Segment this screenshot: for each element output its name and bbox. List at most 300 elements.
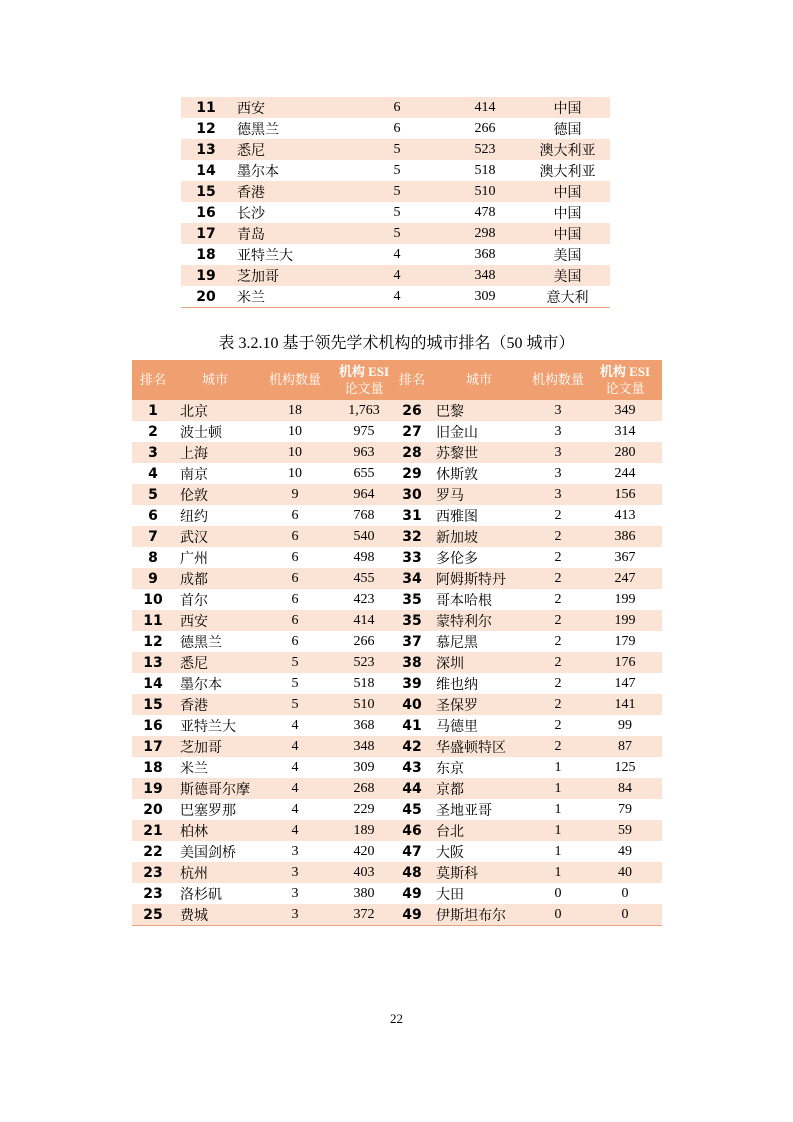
- city-cell: 悉尼: [231, 139, 349, 160]
- country-cell: 澳大利亚: [525, 139, 610, 160]
- city-cell: 斯德哥尔摩: [174, 778, 256, 799]
- institution-count-cell: 6: [349, 118, 445, 139]
- city-cell-2: 东京: [430, 757, 528, 778]
- institution-count-cell: 3: [256, 841, 334, 862]
- esi-papers-cell: 414: [334, 610, 394, 631]
- city-cell: 柏林: [174, 820, 256, 841]
- city-cell-2: 大阪: [430, 841, 528, 862]
- esi-papers-cell-2: 87: [588, 736, 662, 757]
- institution-count-cell: 6: [256, 589, 334, 610]
- table-row: [181, 265, 610, 286]
- rank-cell-2: 42: [394, 736, 430, 757]
- table-row: [132, 694, 662, 715]
- header-esi-papers-2: [588, 360, 662, 400]
- esi-papers-cell: 518: [334, 673, 394, 694]
- city-cell: 广州: [174, 547, 256, 568]
- table-row: [132, 505, 662, 526]
- table-row: [132, 589, 662, 610]
- city-cell: 杭州: [174, 862, 256, 883]
- city-cell: 南京: [174, 463, 256, 484]
- esi-papers-cell-2: 367: [588, 547, 662, 568]
- table-row: [132, 757, 662, 778]
- esi-papers-cell-2: 349: [588, 400, 662, 421]
- esi-papers-cell-2: 40: [588, 862, 662, 883]
- esi-papers-cell-2: 413: [588, 505, 662, 526]
- table-row: [181, 286, 610, 308]
- table-row: [181, 160, 610, 181]
- city-cell: 洛杉矶: [174, 883, 256, 904]
- rank-cell: 25: [132, 904, 174, 926]
- esi-papers-cell: 368: [445, 244, 525, 265]
- table-row: [132, 547, 662, 568]
- table-row: [181, 118, 610, 139]
- rank-cell-2: 26: [394, 400, 430, 421]
- city-cell-2: 伊斯坦布尔: [430, 904, 528, 926]
- rank-cell-2: 27: [394, 421, 430, 442]
- rank-cell: 6: [132, 505, 174, 526]
- table-row: [132, 862, 662, 883]
- city-cell-2: 蒙特利尔: [430, 610, 528, 631]
- institution-count-cell-2: 2: [528, 694, 588, 715]
- esi-papers-cell: 189: [334, 820, 394, 841]
- esi-papers-cell: 975: [334, 421, 394, 442]
- country-cell: 意大利: [525, 286, 610, 308]
- rank-cell-2: 38: [394, 652, 430, 673]
- city-ranking-table: [132, 360, 662, 926]
- city-cell: 武汉: [174, 526, 256, 547]
- institution-count-cell-2: 3: [528, 421, 588, 442]
- institution-count-cell-2: 1: [528, 757, 588, 778]
- rank-cell: 3: [132, 442, 174, 463]
- institution-count-cell: 9: [256, 484, 334, 505]
- esi-papers-cell: 523: [445, 139, 525, 160]
- esi-papers-cell-2: 156: [588, 484, 662, 505]
- rank-cell-2: 48: [394, 862, 430, 883]
- rank-cell-2: 28: [394, 442, 430, 463]
- header-esi-line1: 机构 ESI: [338, 363, 390, 379]
- esi-papers-cell: 348: [334, 736, 394, 757]
- esi-papers-cell: 964: [334, 484, 394, 505]
- table-row: [132, 400, 662, 421]
- institution-count-cell-2: 2: [528, 652, 588, 673]
- top-ranking-table: [181, 97, 610, 308]
- city-cell: 墨尔本: [231, 160, 349, 181]
- esi-papers-cell: 510: [445, 181, 525, 202]
- esi-papers-cell: 298: [445, 223, 525, 244]
- institution-count-cell: 6: [256, 631, 334, 652]
- rank-cell: 17: [181, 223, 231, 244]
- header-esi-line2-2: 论文量: [605, 381, 645, 397]
- page-number: 22: [390, 1011, 403, 1026]
- header-institution-count-2: 机构数量: [528, 360, 588, 400]
- rank-cell-2: 45: [394, 799, 430, 820]
- country-cell: 中国: [525, 202, 610, 223]
- rank-cell: 18: [132, 757, 174, 778]
- header-esi-line1-2: 机构 ESI: [599, 363, 651, 379]
- table-header: [132, 360, 662, 400]
- institution-count-cell: 4: [256, 820, 334, 841]
- country-cell: 德国: [525, 118, 610, 139]
- esi-papers-cell: 309: [334, 757, 394, 778]
- rank-cell: 7: [132, 526, 174, 547]
- rank-cell: 4: [132, 463, 174, 484]
- rank-cell-2: 39: [394, 673, 430, 694]
- table-row: [132, 883, 662, 904]
- rank-cell-2: 33: [394, 547, 430, 568]
- rank-cell: 16: [132, 715, 174, 736]
- esi-papers-cell: 268: [334, 778, 394, 799]
- table-row: [132, 673, 662, 694]
- header-esi-papers: [334, 360, 394, 400]
- city-cell-2: 巴黎: [430, 400, 528, 421]
- rank-cell: 19: [132, 778, 174, 799]
- institution-count-cell-2: 3: [528, 484, 588, 505]
- esi-papers-cell: 455: [334, 568, 394, 589]
- institution-count-cell-2: 1: [528, 841, 588, 862]
- institution-count-cell: 6: [256, 505, 334, 526]
- city-cell: 首尔: [174, 589, 256, 610]
- city-cell: 成都: [174, 568, 256, 589]
- rank-cell: 12: [181, 118, 231, 139]
- institution-count-cell: 4: [256, 736, 334, 757]
- rank-cell: 5: [132, 484, 174, 505]
- rank-cell: 8: [132, 547, 174, 568]
- top-ranking-table-body: [181, 97, 610, 308]
- city-cell-2: 大田: [430, 883, 528, 904]
- city-cell: 长沙: [231, 202, 349, 223]
- esi-papers-cell-2: 199: [588, 610, 662, 631]
- esi-papers-cell-2: 244: [588, 463, 662, 484]
- rank-cell: 15: [181, 181, 231, 202]
- rank-cell: 11: [132, 610, 174, 631]
- city-cell-2: 维也纳: [430, 673, 528, 694]
- table-row: [132, 631, 662, 652]
- city-cell-2: 西雅图: [430, 505, 528, 526]
- rank-cell-2: 40: [394, 694, 430, 715]
- institution-count-cell: 6: [256, 610, 334, 631]
- institution-count-cell: 10: [256, 421, 334, 442]
- institution-count-cell-2: 1: [528, 820, 588, 841]
- esi-papers-cell: 540: [334, 526, 394, 547]
- institution-count-cell-2: 1: [528, 862, 588, 883]
- city-cell: 青岛: [231, 223, 349, 244]
- institution-count-cell-2: 2: [528, 589, 588, 610]
- rank-cell: 2: [132, 421, 174, 442]
- rank-cell: 9: [132, 568, 174, 589]
- city-cell: 香港: [231, 181, 349, 202]
- institution-count-cell: 6: [349, 97, 445, 118]
- city-cell: 米兰: [174, 757, 256, 778]
- table-row: [181, 202, 610, 223]
- esi-papers-cell-2: 141: [588, 694, 662, 715]
- rank-cell-2: 46: [394, 820, 430, 841]
- institution-count-cell: 5: [349, 181, 445, 202]
- esi-papers-cell: 368: [334, 715, 394, 736]
- esi-papers-cell: 768: [334, 505, 394, 526]
- city-cell: 美国剑桥: [174, 841, 256, 862]
- institution-count-cell: 4: [256, 799, 334, 820]
- esi-papers-cell: 523: [334, 652, 394, 673]
- country-cell: 中国: [525, 97, 610, 118]
- header-rank: 排名: [132, 360, 174, 400]
- esi-papers-cell-2: 314: [588, 421, 662, 442]
- table-row: [132, 421, 662, 442]
- rank-cell: 1: [132, 400, 174, 421]
- table-row: [132, 610, 662, 631]
- table-row: [181, 97, 610, 118]
- city-cell: 费城: [174, 904, 256, 926]
- city-cell: 伦敦: [174, 484, 256, 505]
- esi-papers-cell-2: 280: [588, 442, 662, 463]
- esi-papers-cell-2: 125: [588, 757, 662, 778]
- rank-cell: 15: [132, 694, 174, 715]
- institution-count-cell-2: 0: [528, 883, 588, 904]
- institution-count-cell-2: 1: [528, 799, 588, 820]
- rank-cell-2: 31: [394, 505, 430, 526]
- table-row: [181, 181, 610, 202]
- rank-cell-2: 35: [394, 589, 430, 610]
- city-cell: 西安: [174, 610, 256, 631]
- city-cell-2: 旧金山: [430, 421, 528, 442]
- institution-count-cell: 4: [256, 715, 334, 736]
- institution-count-cell-2: 2: [528, 568, 588, 589]
- esi-papers-cell: 414: [445, 97, 525, 118]
- esi-papers-cell-2: 49: [588, 841, 662, 862]
- rank-cell: 13: [181, 139, 231, 160]
- esi-papers-cell-2: 179: [588, 631, 662, 652]
- country-cell: 澳大利亚: [525, 160, 610, 181]
- institution-count-cell-2: 2: [528, 715, 588, 736]
- city-cell-2: 阿姆斯特丹: [430, 568, 528, 589]
- table-row: [181, 244, 610, 265]
- institution-count-cell-2: 2: [528, 631, 588, 652]
- city-cell-2: 哥本哈根: [430, 589, 528, 610]
- city-cell: 巴塞罗那: [174, 799, 256, 820]
- institution-count-cell: 3: [256, 862, 334, 883]
- institution-count-cell-2: 2: [528, 547, 588, 568]
- table-row: [132, 715, 662, 736]
- rank-cell-2: 35: [394, 610, 430, 631]
- institution-count-cell: 3: [256, 904, 334, 926]
- institution-count-cell: 5: [349, 139, 445, 160]
- esi-papers-cell-2: 0: [588, 904, 662, 926]
- city-cell: 芝加哥: [174, 736, 256, 757]
- institution-count-cell-2: 0: [528, 904, 588, 926]
- esi-papers-cell-2: 176: [588, 652, 662, 673]
- rank-cell-2: 49: [394, 904, 430, 926]
- table-row: [132, 568, 662, 589]
- city-cell: 香港: [174, 694, 256, 715]
- esi-papers-cell: 420: [334, 841, 394, 862]
- city-cell-2: 京都: [430, 778, 528, 799]
- country-cell: 美国: [525, 244, 610, 265]
- rank-cell: 19: [181, 265, 231, 286]
- institution-count-cell-2: 2: [528, 526, 588, 547]
- rank-cell: 16: [181, 202, 231, 223]
- city-cell-2: 圣地亚哥: [430, 799, 528, 820]
- table-row: [132, 778, 662, 799]
- city-cell: 纽约: [174, 505, 256, 526]
- city-cell-2: 慕尼黑: [430, 631, 528, 652]
- rank-cell: 20: [181, 286, 231, 308]
- city-cell: 上海: [174, 442, 256, 463]
- esi-papers-cell: 655: [334, 463, 394, 484]
- rank-cell: 21: [132, 820, 174, 841]
- esi-papers-cell: 423: [334, 589, 394, 610]
- rank-cell-2: 29: [394, 463, 430, 484]
- rank-cell-2: 41: [394, 715, 430, 736]
- institution-count-cell: 6: [256, 568, 334, 589]
- esi-papers-cell: 510: [334, 694, 394, 715]
- esi-papers-cell: 478: [445, 202, 525, 223]
- table-row: [181, 139, 610, 160]
- rank-cell-2: 44: [394, 778, 430, 799]
- rank-cell: 18: [181, 244, 231, 265]
- rank-cell: 14: [132, 673, 174, 694]
- esi-papers-cell-2: 79: [588, 799, 662, 820]
- header-esi-line2: 论文量: [344, 381, 384, 397]
- city-cell: 芝加哥: [231, 265, 349, 286]
- city-cell: 西安: [231, 97, 349, 118]
- institution-count-cell-2: 2: [528, 673, 588, 694]
- institution-count-cell: 4: [256, 757, 334, 778]
- city-cell-2: 华盛顿特区: [430, 736, 528, 757]
- institution-count-cell: 6: [256, 547, 334, 568]
- institution-count-cell-2: 1: [528, 778, 588, 799]
- institution-count-cell: 10: [256, 442, 334, 463]
- institution-count-cell: 4: [349, 244, 445, 265]
- rank-cell-2: 34: [394, 568, 430, 589]
- table-row: [132, 463, 662, 484]
- header-institution-count: 机构数量: [256, 360, 334, 400]
- city-cell: 米兰: [231, 286, 349, 308]
- city-ranking-table-body: [132, 400, 662, 926]
- rank-cell: 20: [132, 799, 174, 820]
- rank-cell: 17: [132, 736, 174, 757]
- institution-count-cell: 3: [256, 883, 334, 904]
- table-row: [132, 526, 662, 547]
- city-cell-2: 莫斯科: [430, 862, 528, 883]
- city-cell: 波士顿: [174, 421, 256, 442]
- esi-papers-cell: 963: [334, 442, 394, 463]
- esi-papers-cell-2: 147: [588, 673, 662, 694]
- city-cell-2: 休斯敦: [430, 463, 528, 484]
- institution-count-cell: 4: [349, 265, 445, 286]
- rank-cell-2: 43: [394, 757, 430, 778]
- city-cell-2: 台北: [430, 820, 528, 841]
- esi-papers-cell: 348: [445, 265, 525, 286]
- institution-count-cell: 6: [256, 526, 334, 547]
- rank-cell: 23: [132, 862, 174, 883]
- city-cell: 悉尼: [174, 652, 256, 673]
- header-city: 城市: [174, 360, 256, 400]
- table-row: [132, 652, 662, 673]
- city-cell-2: 圣保罗: [430, 694, 528, 715]
- table-row: [132, 736, 662, 757]
- city-cell: 德黑兰: [174, 631, 256, 652]
- institution-count-cell: 5: [256, 652, 334, 673]
- esi-papers-cell: 518: [445, 160, 525, 181]
- country-cell: 美国: [525, 265, 610, 286]
- esi-papers-cell: 498: [334, 547, 394, 568]
- table-row: [132, 484, 662, 505]
- city-cell-2: 马德里: [430, 715, 528, 736]
- esi-papers-cell: 380: [334, 883, 394, 904]
- country-cell: 中国: [525, 181, 610, 202]
- institution-count-cell: 5: [349, 160, 445, 181]
- city-cell: 亚特兰大: [231, 244, 349, 265]
- esi-papers-cell-2: 247: [588, 568, 662, 589]
- institution-count-cell: 5: [349, 223, 445, 244]
- rank-cell: 12: [132, 631, 174, 652]
- esi-papers-cell: 372: [334, 904, 394, 926]
- esi-papers-cell: 266: [445, 118, 525, 139]
- rank-cell: 14: [181, 160, 231, 181]
- table-row: [132, 442, 662, 463]
- esi-papers-cell-2: 0: [588, 883, 662, 904]
- city-cell-2: 苏黎世: [430, 442, 528, 463]
- rank-cell: 11: [181, 97, 231, 118]
- institution-count-cell: 4: [256, 778, 334, 799]
- rank-cell: 22: [132, 841, 174, 862]
- city-cell-2: 多伦多: [430, 547, 528, 568]
- institution-count-cell-2: 3: [528, 442, 588, 463]
- table-row: [181, 223, 610, 244]
- esi-papers-cell-2: 84: [588, 778, 662, 799]
- city-cell: 德黑兰: [231, 118, 349, 139]
- esi-papers-cell: 229: [334, 799, 394, 820]
- esi-papers-cell: 309: [445, 286, 525, 308]
- esi-papers-cell: 266: [334, 631, 394, 652]
- institution-count-cell: 10: [256, 463, 334, 484]
- table-row: [132, 820, 662, 841]
- city-cell-2: 深圳: [430, 652, 528, 673]
- table-caption: 表 3.2.10 基于领先学术机构的城市排名（50 城市）: [218, 335, 575, 352]
- table-row: [132, 904, 662, 926]
- city-cell-2: 罗马: [430, 484, 528, 505]
- city-cell: 墨尔本: [174, 673, 256, 694]
- institution-count-cell-2: 3: [528, 463, 588, 484]
- rank-cell-2: 49: [394, 883, 430, 904]
- city-cell: 亚特兰大: [174, 715, 256, 736]
- rank-cell-2: 30: [394, 484, 430, 505]
- table-row: [132, 841, 662, 862]
- rank-cell: 10: [132, 589, 174, 610]
- institution-count-cell-2: 2: [528, 610, 588, 631]
- institution-count-cell: 4: [349, 286, 445, 308]
- esi-papers-cell: 403: [334, 862, 394, 883]
- header-rank-2: 排名: [394, 360, 430, 400]
- rank-cell-2: 37: [394, 631, 430, 652]
- rank-cell: 13: [132, 652, 174, 673]
- rank-cell: 23: [132, 883, 174, 904]
- esi-papers-cell-2: 386: [588, 526, 662, 547]
- institution-count-cell-2: 3: [528, 400, 588, 421]
- table-row: [132, 799, 662, 820]
- esi-papers-cell-2: 59: [588, 820, 662, 841]
- rank-cell-2: 47: [394, 841, 430, 862]
- institution-count-cell: 5: [349, 202, 445, 223]
- city-cell: 北京: [174, 400, 256, 421]
- rank-cell-2: 32: [394, 526, 430, 547]
- institution-count-cell-2: 2: [528, 505, 588, 526]
- esi-papers-cell-2: 99: [588, 715, 662, 736]
- esi-papers-cell: 1,763: [334, 400, 394, 421]
- esi-papers-cell-2: 199: [588, 589, 662, 610]
- city-cell-2: 新加坡: [430, 526, 528, 547]
- institution-count-cell-2: 2: [528, 736, 588, 757]
- country-cell: 中国: [525, 223, 610, 244]
